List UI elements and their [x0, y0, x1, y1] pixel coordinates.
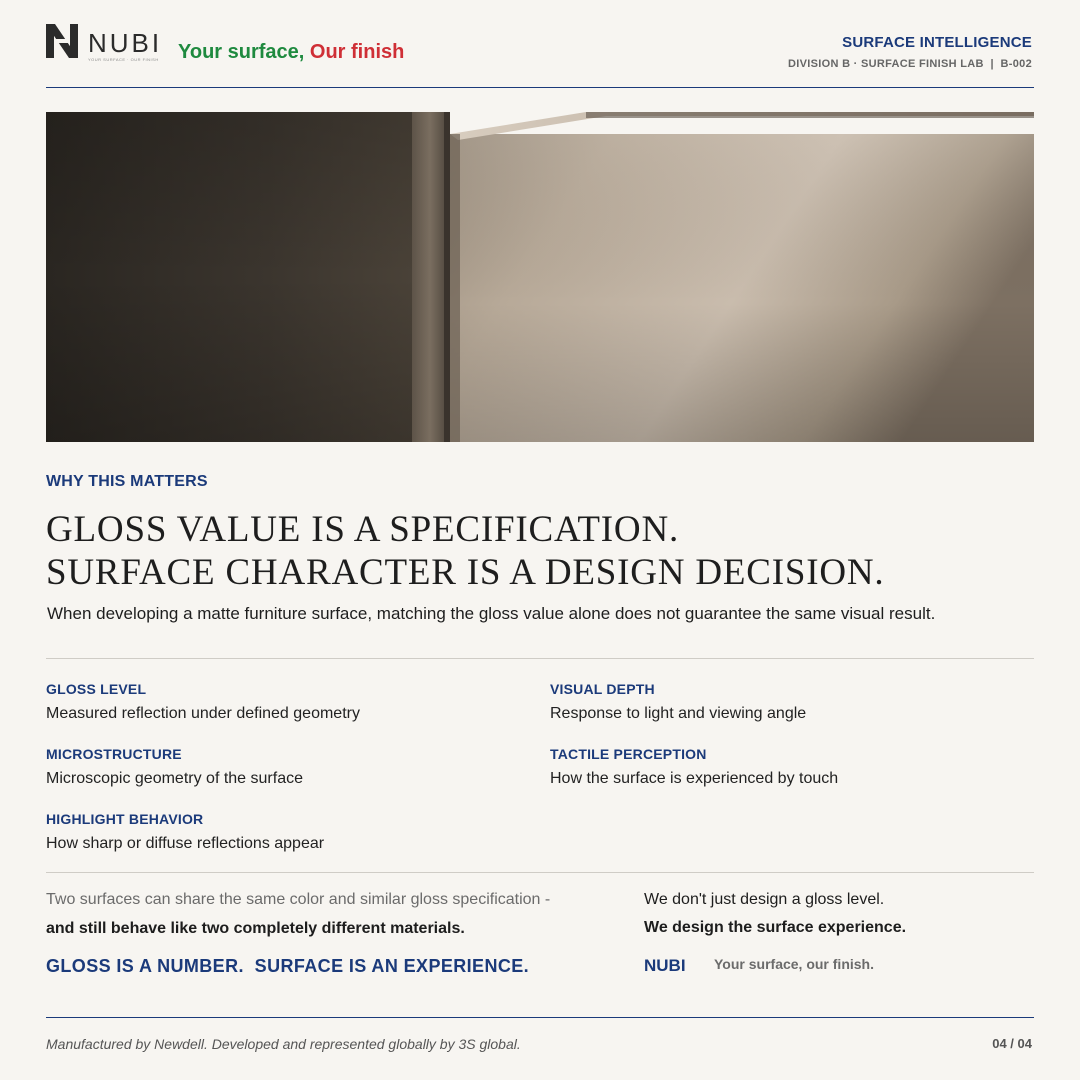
attribute-gloss-level — [46, 680, 516, 724]
attribute-label: HIGHLIGHT BEHAVIOR — [46, 811, 204, 827]
attribute-desc: Response to light and viewing angle — [550, 705, 807, 722]
header-tagline — [178, 40, 404, 64]
tagline-part-2: Our finish — [309, 41, 405, 63]
brand-name: NUBI — [644, 956, 686, 975]
hero-photo — [46, 112, 1034, 442]
section-divider — [46, 658, 1034, 659]
attribute-desc: How the surface is experienced by touch — [550, 770, 839, 787]
attribute-visual-depth — [550, 680, 1020, 724]
lead-paragraph: When developing a matte furniture surface, matching the gloss value alone does not guarantee the same visual result. — [47, 604, 936, 623]
attribute-microstructure — [46, 745, 516, 789]
headline-line-2: SURFACE CHARACTER IS A DESIGN DECISION. — [46, 552, 885, 593]
logo-wordmark: NUBI — [88, 28, 163, 58]
attribute-label: MICROSTRUCTURE — [46, 746, 182, 762]
header-info — [788, 33, 1032, 71]
nubi-logo — [46, 24, 162, 64]
statement-left-line-2: and still behave like two completely different materials. — [46, 920, 465, 937]
attribute-label: VISUAL DEPTH — [550, 681, 655, 697]
header-title: SURFACE INTELLIGENCE — [842, 34, 1032, 51]
statement-left-line-1: Two surfaces can share the same color and similar gloss specification - — [46, 891, 551, 908]
page-number: 04 / 04 — [992, 1036, 1032, 1051]
statement-right-line-1: We don't just design a gloss level. — [644, 891, 885, 908]
nubi-n-mark-icon — [46, 24, 78, 58]
brand-tagline: Your surface, our finish. — [714, 956, 874, 972]
surface-panels-image — [46, 112, 1034, 442]
statement-callout: GLOSS IS A NUMBER. SURFACE IS AN EXPERIENCE. — [46, 956, 530, 976]
attribute-label: TACTILE PERCEPTION — [550, 746, 707, 762]
headline-line-1: GLOSS VALUE IS A SPECIFICATION. — [46, 509, 680, 550]
logo-subtext: YOUR SURFACE · OUR FINISH — [88, 57, 159, 62]
attributes-divider — [46, 872, 1034, 873]
footer-divider — [46, 1017, 1034, 1018]
headline — [46, 508, 884, 594]
attribute-highlight-behavior — [46, 810, 516, 854]
attribute-desc: Microscopic geometry of the surface — [46, 770, 303, 787]
attribute-label: GLOSS LEVEL — [46, 681, 147, 697]
section-eyebrow: WHY THIS MATTERS — [46, 473, 208, 490]
attribute-tactile-perception — [550, 745, 1020, 789]
attribute-desc: Measured reflection under defined geometry — [46, 705, 360, 722]
tagline-part-1: Your surface, — [178, 41, 305, 63]
attribute-desc: How sharp or diffuse reflections appear — [46, 835, 325, 852]
statement-right-line-2: We design the surface experience. — [644, 919, 907, 936]
header-subtitle: DIVISION B · SURFACE FINISH LAB | B-002 — [788, 58, 1032, 70]
header-divider — [46, 87, 1034, 88]
footer-credit: Manufactured by Newdell. Developed and represented globally by 3S global. — [46, 1036, 521, 1052]
